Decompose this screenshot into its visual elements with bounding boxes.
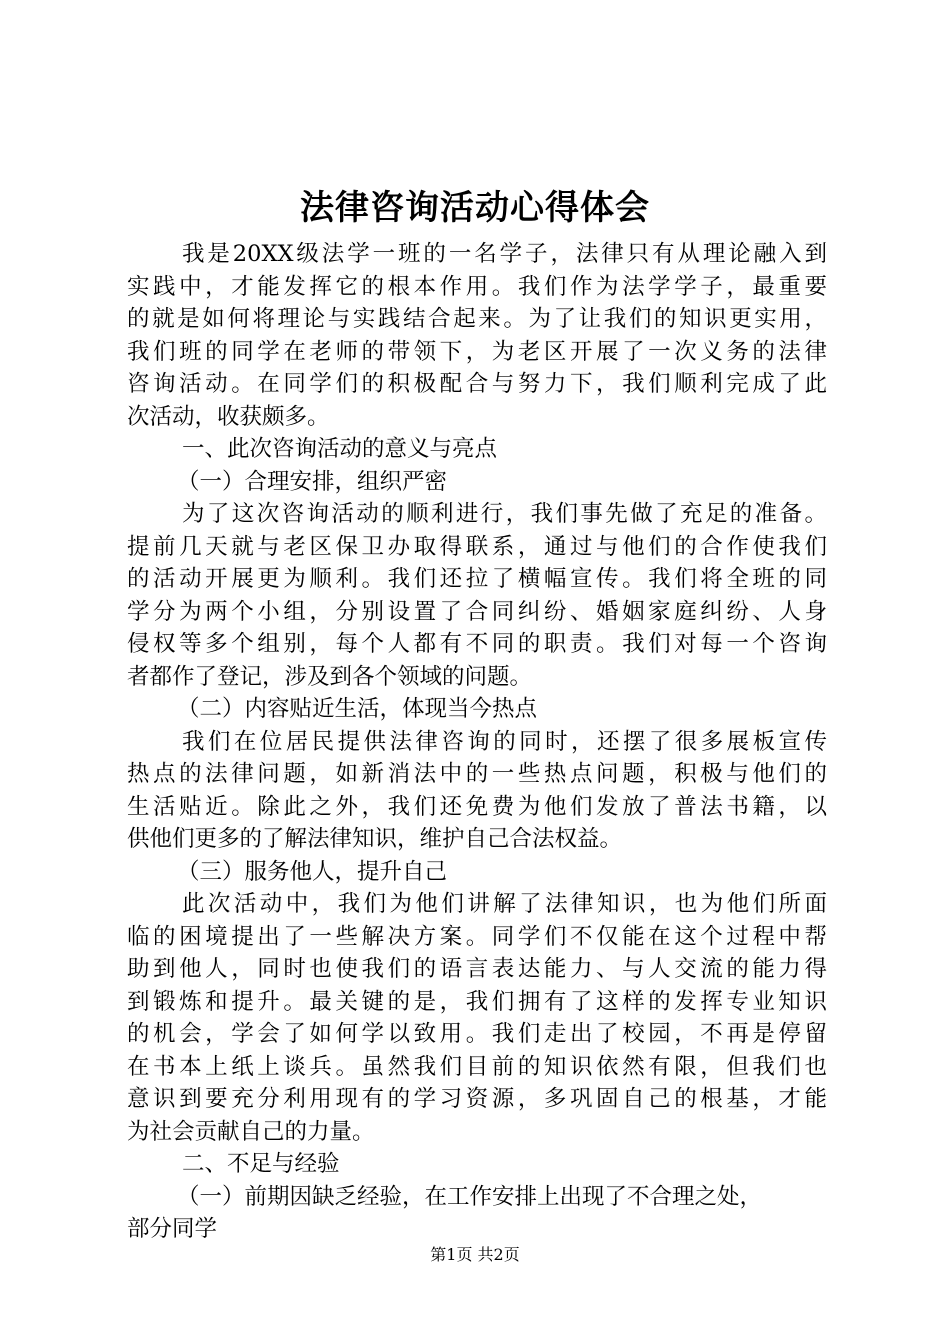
paragraph-line: 在书本上纸上谈兵。虽然我们目前的知识依然有限，但我们也 xyxy=(127,1053,827,1080)
paragraph-line: 实践中，才能发挥它的根本作用。我们作为法学学子，最重要 xyxy=(127,273,827,300)
document-body xyxy=(127,238,827,1246)
paragraph-line: 热点的法律问题，如新消法中的一些热点问题，积极与他们的 xyxy=(127,761,827,787)
document-title: 法律咨询活动心得体会 xyxy=(300,188,650,228)
paragraph-line: 意识到要充分利用现有的学习资源，多巩固自己的根基，才能 xyxy=(127,1086,827,1112)
paragraph-line: 此次活动中，我们为他们讲解了法律知识，也为他们所面 xyxy=(182,891,827,917)
paragraph-line: 的就是如何将理论与实践结合起来。为了让我们的知识更实用， xyxy=(127,306,827,332)
paragraph-line: 临的困境提出了一些解决方案。同学们不仅能在这个过程中帮 xyxy=(127,923,827,950)
paragraph-line: 者都作了登记，涉及到各个领域的问题。 xyxy=(127,663,533,690)
subsection-heading: （二）内容贴近生活，体现当今热点 xyxy=(177,696,538,722)
page-footer: 第1页 共2页 xyxy=(430,1245,520,1264)
paragraph-line: 的活动开展更为顺利。我们还拉了横幅宣传。我们将全班的同 xyxy=(127,566,827,592)
paragraph-line: 部分同学 xyxy=(127,1216,218,1242)
paragraph-line: 到锻炼和提升。最关键的是，我们拥有了这样的发挥专业知识 xyxy=(127,988,827,1015)
paragraph-line: 我们班的同学在老师的带领下，为老区开展了一次义务的法律 xyxy=(127,338,827,365)
paragraph-line: 学分为两个小组，分别设置了合同纠纷、婚姻家庭纠纷、人身 xyxy=(127,598,827,625)
paragraph-line: 为了这次咨询活动的顺利进行，我们事先做了充足的准备。 xyxy=(182,501,827,527)
paragraph-line: 侵权等多个组别，每个人都有不同的职责。我们对每一个咨询 xyxy=(127,631,827,657)
paragraph-line: 生活贴近。除此之外，我们还免费为他们发放了普法书籍，以 xyxy=(127,793,827,820)
paragraph-line: 咨询活动。在同学们的积极配合与努力下，我们顺利完成了此 xyxy=(127,371,827,397)
paragraph-line: 提前几天就与老区保卫办取得联系，通过与他们的合作使我们 xyxy=(127,533,827,560)
paragraph-line: 助到他人，同时也使我们的语言表达能力、与人交流的能力得 xyxy=(127,956,827,982)
paragraph-line: 供他们更多的了解法律知识，维护自己合法权益。 xyxy=(127,826,623,852)
subsection-heading: （三）服务他人，提升自己 xyxy=(177,858,448,885)
paragraph-line: 次活动，收获颇多。 xyxy=(127,403,330,430)
paragraph-line: 为社会贡献自己的力量。 xyxy=(127,1118,375,1145)
section-heading: 二、不足与经验 xyxy=(182,1151,340,1177)
subsection-heading: （一）前期因缺乏经验，在工作安排上出现了不合理之处， xyxy=(177,1183,763,1210)
paragraph-line: 我是20XX级法学一班的一名学子，法律只有从理论融入到 xyxy=(182,241,827,267)
section-heading: 一、此次咨询活动的意义与亮点 xyxy=(182,436,498,462)
paragraph-line: 我们在位居民提供法律咨询的同时，还摆了很多展板宣传 xyxy=(182,728,827,755)
paragraph-line: 的机会，学会了如何学以致用。我们走出了校园，不再是停留 xyxy=(127,1021,827,1047)
subsection-heading: （一）合理安排，组织严密 xyxy=(177,468,448,495)
